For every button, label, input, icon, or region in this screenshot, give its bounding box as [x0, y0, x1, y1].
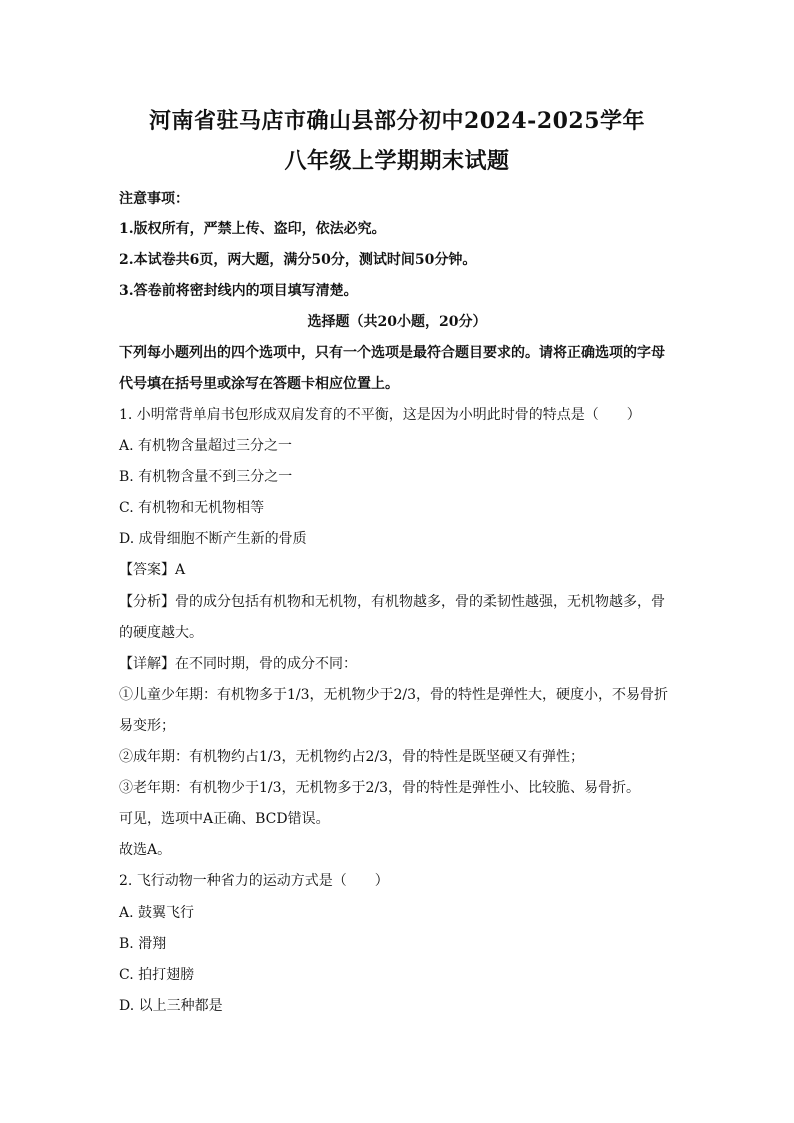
- question-1-detail-2: ②成年期：有机物约占1/3，无机物约占2/3，骨的特性是既坚硬又有弹性；: [119, 749, 585, 765]
- instruction-line-2: 代号填在括号里或涂写在答题卡相应位置上。: [119, 376, 399, 392]
- question-1-detail-1a: ①儿童少年期：有机物多于1/3，无机物少于2/3，骨的特性是弹性大，硬度小，不易骨折: [119, 687, 669, 703]
- question-1-conclusion: 可见，选项中A正确、BCD错误。: [119, 811, 330, 827]
- question-1-answer: 【答案】A: [119, 562, 186, 578]
- question-2-option-c: C. 拍打翅膀: [119, 967, 195, 983]
- question-1-choose: 故选A。: [119, 842, 172, 858]
- question-2-option-d: D. 以上三种都是: [119, 998, 223, 1014]
- exam-title-line-1: 河南省驻马店市确山县部分初中2024-2025学年: [148, 108, 646, 134]
- question-2-stem: 2. 飞行动物一种省力的运动方式是（ ）: [119, 873, 389, 889]
- notice-item-1: 1.版权所有，严禁上传、盗印，依法必究。: [119, 221, 386, 237]
- question-1-option-c: C. 有机物和无机物相等: [119, 500, 265, 516]
- question-1-analysis-line-2: 的硬度越大。: [119, 625, 203, 641]
- question-1-option-d: D. 成骨细胞不断产生新的骨质: [119, 531, 307, 547]
- question-1-stem: 1. 小明常背单肩书包形成双肩发育的不平衡，这是因为小明此时骨的特点是（ ）: [119, 407, 641, 423]
- exam-title-line-2: 八年级上学期期末试题: [284, 148, 510, 174]
- question-2-option-a: A. 鼓翼飞行: [119, 905, 195, 921]
- question-1-option-a: A. 有机物含量超过三分之一: [119, 438, 293, 454]
- question-1-detail-3: ③老年期：有机物少于1/3，无机物多于2/3，骨的特性是弹性小、比较脆、易骨折。: [119, 780, 641, 796]
- notice-heading: 注意事项：: [119, 191, 189, 207]
- question-1-analysis-line-1: 【分析】骨的成分包括有机物和无机物，有机物越多，骨的柔韧性越强，无机物越多，骨: [119, 594, 665, 610]
- instruction-line-1: 下列每小题列出的四个选项中，只有一个选项是最符合题目要求的。请将正确选项的字母: [119, 345, 665, 361]
- question-1-option-b: B. 有机物含量不到三分之一: [119, 469, 293, 485]
- section-heading: 选择题（共20小题，20分）: [307, 314, 487, 330]
- notice-item-2: 2.本试卷共6页，两大题，满分50分，测试时间50分钟。: [119, 252, 477, 268]
- question-2-option-b: B. 滑翔: [119, 936, 167, 952]
- notice-item-3: 3.答卷前将密封线内的项目填写清楚。: [119, 283, 358, 299]
- question-1-detail-heading: 【详解】在不同时期，骨的成分不同：: [119, 656, 357, 672]
- question-1-detail-1b: 易变形；: [119, 718, 175, 734]
